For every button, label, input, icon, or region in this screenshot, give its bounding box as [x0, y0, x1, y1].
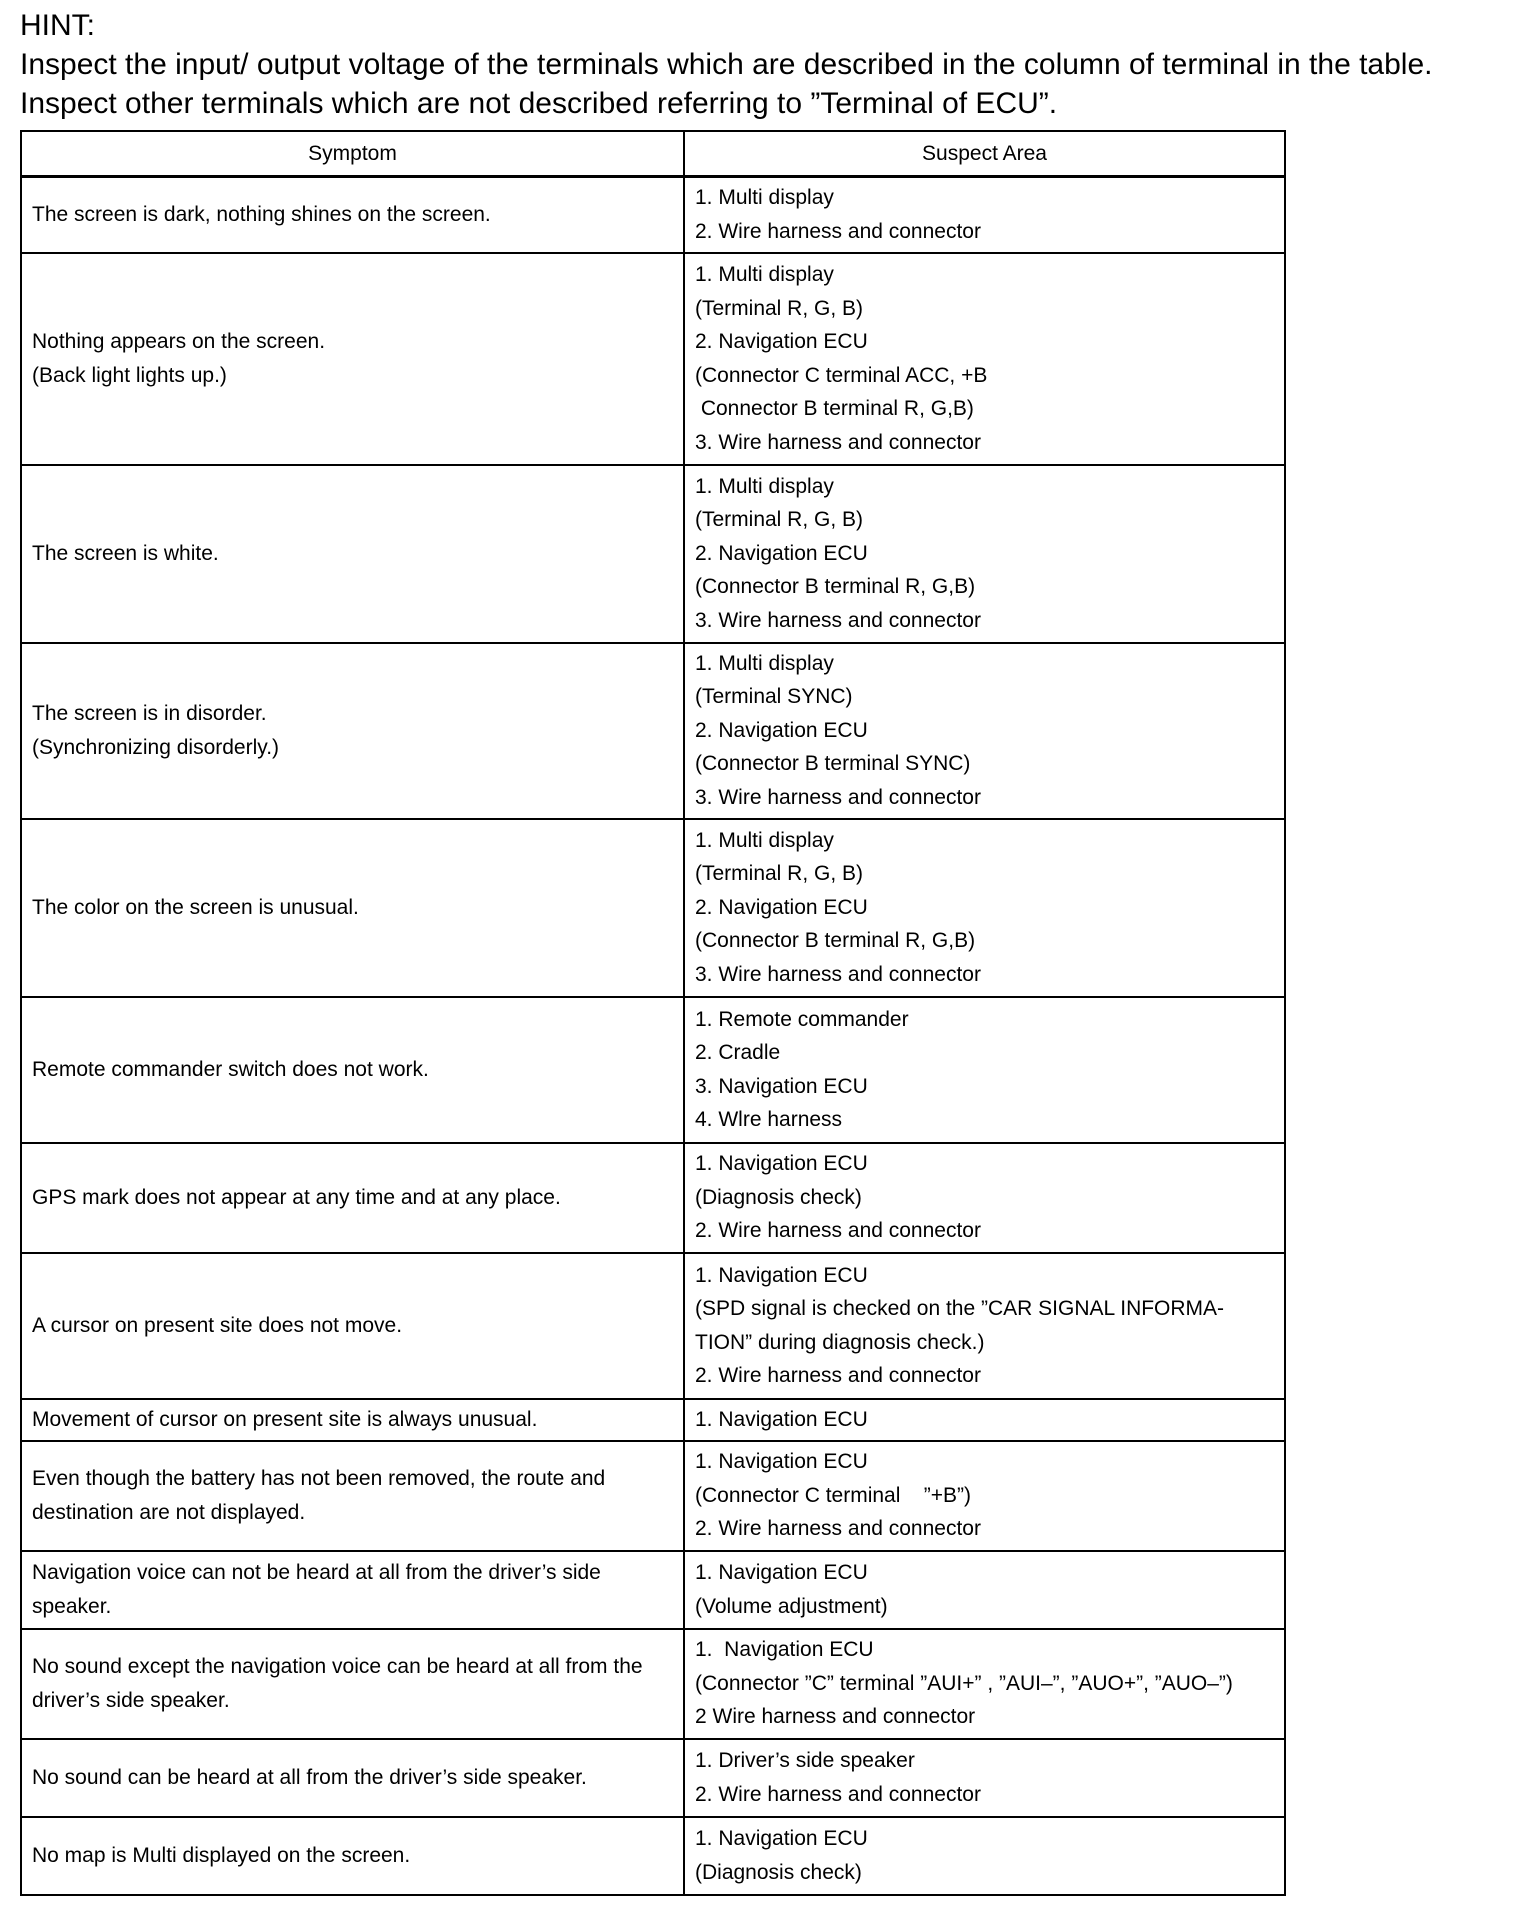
- suspect-area-cell: [684, 819, 1285, 997]
- hint-block: [20, 6, 1510, 123]
- suspect-area-line: (Connector B terminal R, G,B): [695, 575, 976, 599]
- suspect-area-line: Connector B terminal R, G,B): [695, 397, 974, 420]
- suspect-area-cell: [684, 253, 1285, 465]
- suspect-area-line: 1. Navigation ECU: [695, 1263, 868, 1287]
- suspect-area-line: 1. Multi display: [695, 186, 834, 210]
- symptom-line: Movement of cursor on present site is always unusual.: [32, 1407, 538, 1431]
- table-row: [21, 643, 1285, 819]
- symptom-cell: [21, 1441, 684, 1551]
- suspect-area-cell: [684, 1629, 1285, 1739]
- suspect-area-line: 2. Navigation ECU: [695, 895, 868, 919]
- suspect-area-line: (Connector ”C” terminal ”AUI+” , ”AUI–”, ”AUO+”, ”AUO–”): [695, 1671, 1233, 1695]
- symptom-line: A cursor on present site does not move.: [32, 1313, 403, 1337]
- symptom-line: The screen is dark, nothing shines on the screen.: [32, 202, 491, 226]
- table-row: [21, 997, 1285, 1143]
- suspect-area-line: (Terminal R, G, B): [695, 508, 864, 532]
- suspect-area-line: (Connector C terminal ACC, +B: [695, 363, 988, 387]
- suspect-area-line: 1. Multi display: [695, 263, 834, 286]
- symptom-line: Nothing appears on the screen.: [32, 329, 326, 353]
- symptom-cell: [21, 1629, 684, 1739]
- table-row: [21, 465, 1285, 643]
- hint-line-1: Inspect the input/ output voltage of the terminals which are described in the column of terminal in the table.: [20, 48, 1433, 81]
- suspect-area-line: 1. Navigation ECU: [695, 1152, 868, 1176]
- symptom-cell: [21, 997, 684, 1143]
- suspect-area-line: (Connector B terminal R, G,B): [695, 929, 976, 953]
- suspect-area-line: 2. Navigation ECU: [695, 541, 868, 565]
- symptom-line: (Synchronizing disorderly.): [32, 735, 280, 759]
- suspect-area-line: 4. Wlre harness: [695, 1108, 843, 1131]
- symptom-cell: [21, 1399, 684, 1441]
- suspect-area-line: 3. Wire harness and connector: [695, 785, 981, 809]
- suspect-area-cell: [684, 1399, 1285, 1441]
- suspect-area-line: 2. Wire harness and connector: [695, 219, 981, 243]
- suspect-area-cell: [684, 1143, 1285, 1253]
- suspect-area-line: 2 Wire harness and connector: [695, 1705, 976, 1729]
- table-row: [21, 1253, 1285, 1399]
- suspect-area-line: (Volume adjustment): [695, 1594, 888, 1618]
- table-row: [21, 253, 1285, 465]
- table-row: [21, 1629, 1285, 1739]
- symptom-table: [20, 130, 1286, 1896]
- symptom-line: driver’s side speaker.: [32, 1688, 230, 1712]
- suspect-area-line: 3. Wire harness and connector: [695, 430, 981, 454]
- suspect-area-line: 1. Multi display: [695, 474, 834, 498]
- suspect-area-line: 1. Multi display: [695, 651, 834, 675]
- suspect-area-line: (Connector C terminal ”+B”): [695, 1483, 971, 1507]
- table-row: [21, 1441, 1285, 1551]
- suspect-area-line: TION” during diagnosis check.): [695, 1330, 985, 1354]
- suspect-area-line: 2. Wire harness and connector: [695, 1364, 981, 1387]
- suspect-area-line: 2. Cradle: [695, 1041, 781, 1064]
- suspect-area-cell: [684, 1441, 1285, 1551]
- table-row: [21, 177, 1285, 253]
- symptom-line: (Back light lights up.): [32, 363, 227, 387]
- header-suspect-area: Suspect Area: [684, 131, 1285, 177]
- suspect-area-line: 2. Wire harness and connector: [695, 1517, 981, 1541]
- hint-heading: HINT:: [20, 9, 95, 42]
- table-row: [21, 1399, 1285, 1441]
- suspect-area-line: 1. Navigation ECU: [695, 1561, 868, 1584]
- suspect-area-line: 2. Wire harness and connector: [695, 1782, 981, 1806]
- symptom-cell: [21, 819, 684, 997]
- symptom-cell: [21, 177, 684, 253]
- suspect-area-line: (SPD signal is checked on the ”CAR SIGNAL INFORMA-: [695, 1297, 1225, 1320]
- suspect-area-line: (Diagnosis check): [695, 1860, 862, 1884]
- suspect-area-line: 1. Navigation ECU: [695, 1450, 868, 1474]
- symptom-cell: [21, 465, 684, 643]
- suspect-area-line: 3. Wire harness and connector: [695, 608, 981, 632]
- suspect-area-line: 1. Navigation ECU: [695, 1407, 868, 1431]
- suspect-area-line: 3. Wire harness and connector: [695, 962, 981, 986]
- suspect-area-cell: [684, 465, 1285, 643]
- symptom-line: The screen is white.: [32, 541, 219, 565]
- suspect-area-line: 1. Multi display: [695, 828, 834, 852]
- symptom-line: Even though the battery has not been removed, the route and: [32, 1466, 606, 1490]
- suspect-area-cell: [684, 177, 1285, 253]
- symptom-cell: [21, 1143, 684, 1253]
- suspect-area-cell: [684, 1253, 1285, 1399]
- symptom-line: No sound can be heard at all from the driver’s side speaker.: [32, 1765, 587, 1789]
- header-symptom: Symptom: [21, 131, 684, 177]
- symptom-cell: [21, 1739, 684, 1817]
- symptom-cell: [21, 1551, 684, 1629]
- suspect-area-line: (Terminal R, G, B): [695, 862, 864, 886]
- symptom-line: Navigation voice can not be heard at all from the driver’s side: [32, 1560, 601, 1584]
- symptom-line: No map is Multi displayed on the screen.: [32, 1843, 411, 1867]
- suspect-area-line: 2. Navigation ECU: [695, 718, 868, 742]
- suspect-area-line: 1. Remote commander: [695, 1007, 909, 1031]
- symptom-cell: [21, 253, 684, 465]
- symptom-line: speaker.: [32, 1594, 112, 1618]
- table-header-row: [21, 131, 1285, 177]
- table-row: [21, 1739, 1285, 1817]
- suspect-area-line: 3. Navigation ECU: [695, 1074, 868, 1098]
- suspect-area-cell: [684, 1551, 1285, 1629]
- suspect-area-line: 2. Navigation ECU: [695, 330, 868, 353]
- symptom-line: The color on the screen is unusual.: [32, 895, 359, 919]
- symptom-cell: [21, 1253, 684, 1399]
- suspect-area-line: (Connector B terminal SYNC): [695, 752, 971, 776]
- symptom-cell: [21, 643, 684, 819]
- suspect-area-cell: [684, 1739, 1285, 1817]
- suspect-area-line: (Terminal SYNC): [695, 685, 853, 709]
- symptom-line: No sound except the navigation voice can be heard at all from the: [32, 1654, 643, 1678]
- symptom-cell: [21, 1817, 684, 1895]
- suspect-area-line: (Diagnosis check): [695, 1185, 862, 1209]
- suspect-area-line: (Terminal R, G, B): [695, 296, 864, 320]
- symptom-line: destination are not displayed.: [32, 1500, 306, 1524]
- symptom-line: GPS mark does not appear at any time and at any place.: [32, 1185, 561, 1209]
- suspect-area-cell: [684, 997, 1285, 1143]
- table-row: [21, 1817, 1285, 1895]
- table-body: [21, 177, 1285, 1895]
- suspect-area-line: 1. Navigation ECU: [695, 1638, 874, 1662]
- symptom-line: Remote commander switch does not work.: [32, 1057, 429, 1081]
- hint-line-2: Inspect other terminals which are not described referring to ”Terminal of ECU”.: [20, 87, 1058, 120]
- suspect-area-cell: [684, 1817, 1285, 1895]
- symptom-line: The screen is in disorder.: [32, 701, 267, 725]
- suspect-area-line: 1. Driver’s side speaker: [695, 1749, 915, 1772]
- table-row: [21, 1143, 1285, 1253]
- suspect-area-line: 2. Wire harness and connector: [695, 1219, 981, 1243]
- suspect-area-line: 1. Navigation ECU: [695, 1827, 868, 1850]
- suspect-area-cell: [684, 643, 1285, 819]
- table-row: [21, 819, 1285, 997]
- table-row: [21, 1551, 1285, 1629]
